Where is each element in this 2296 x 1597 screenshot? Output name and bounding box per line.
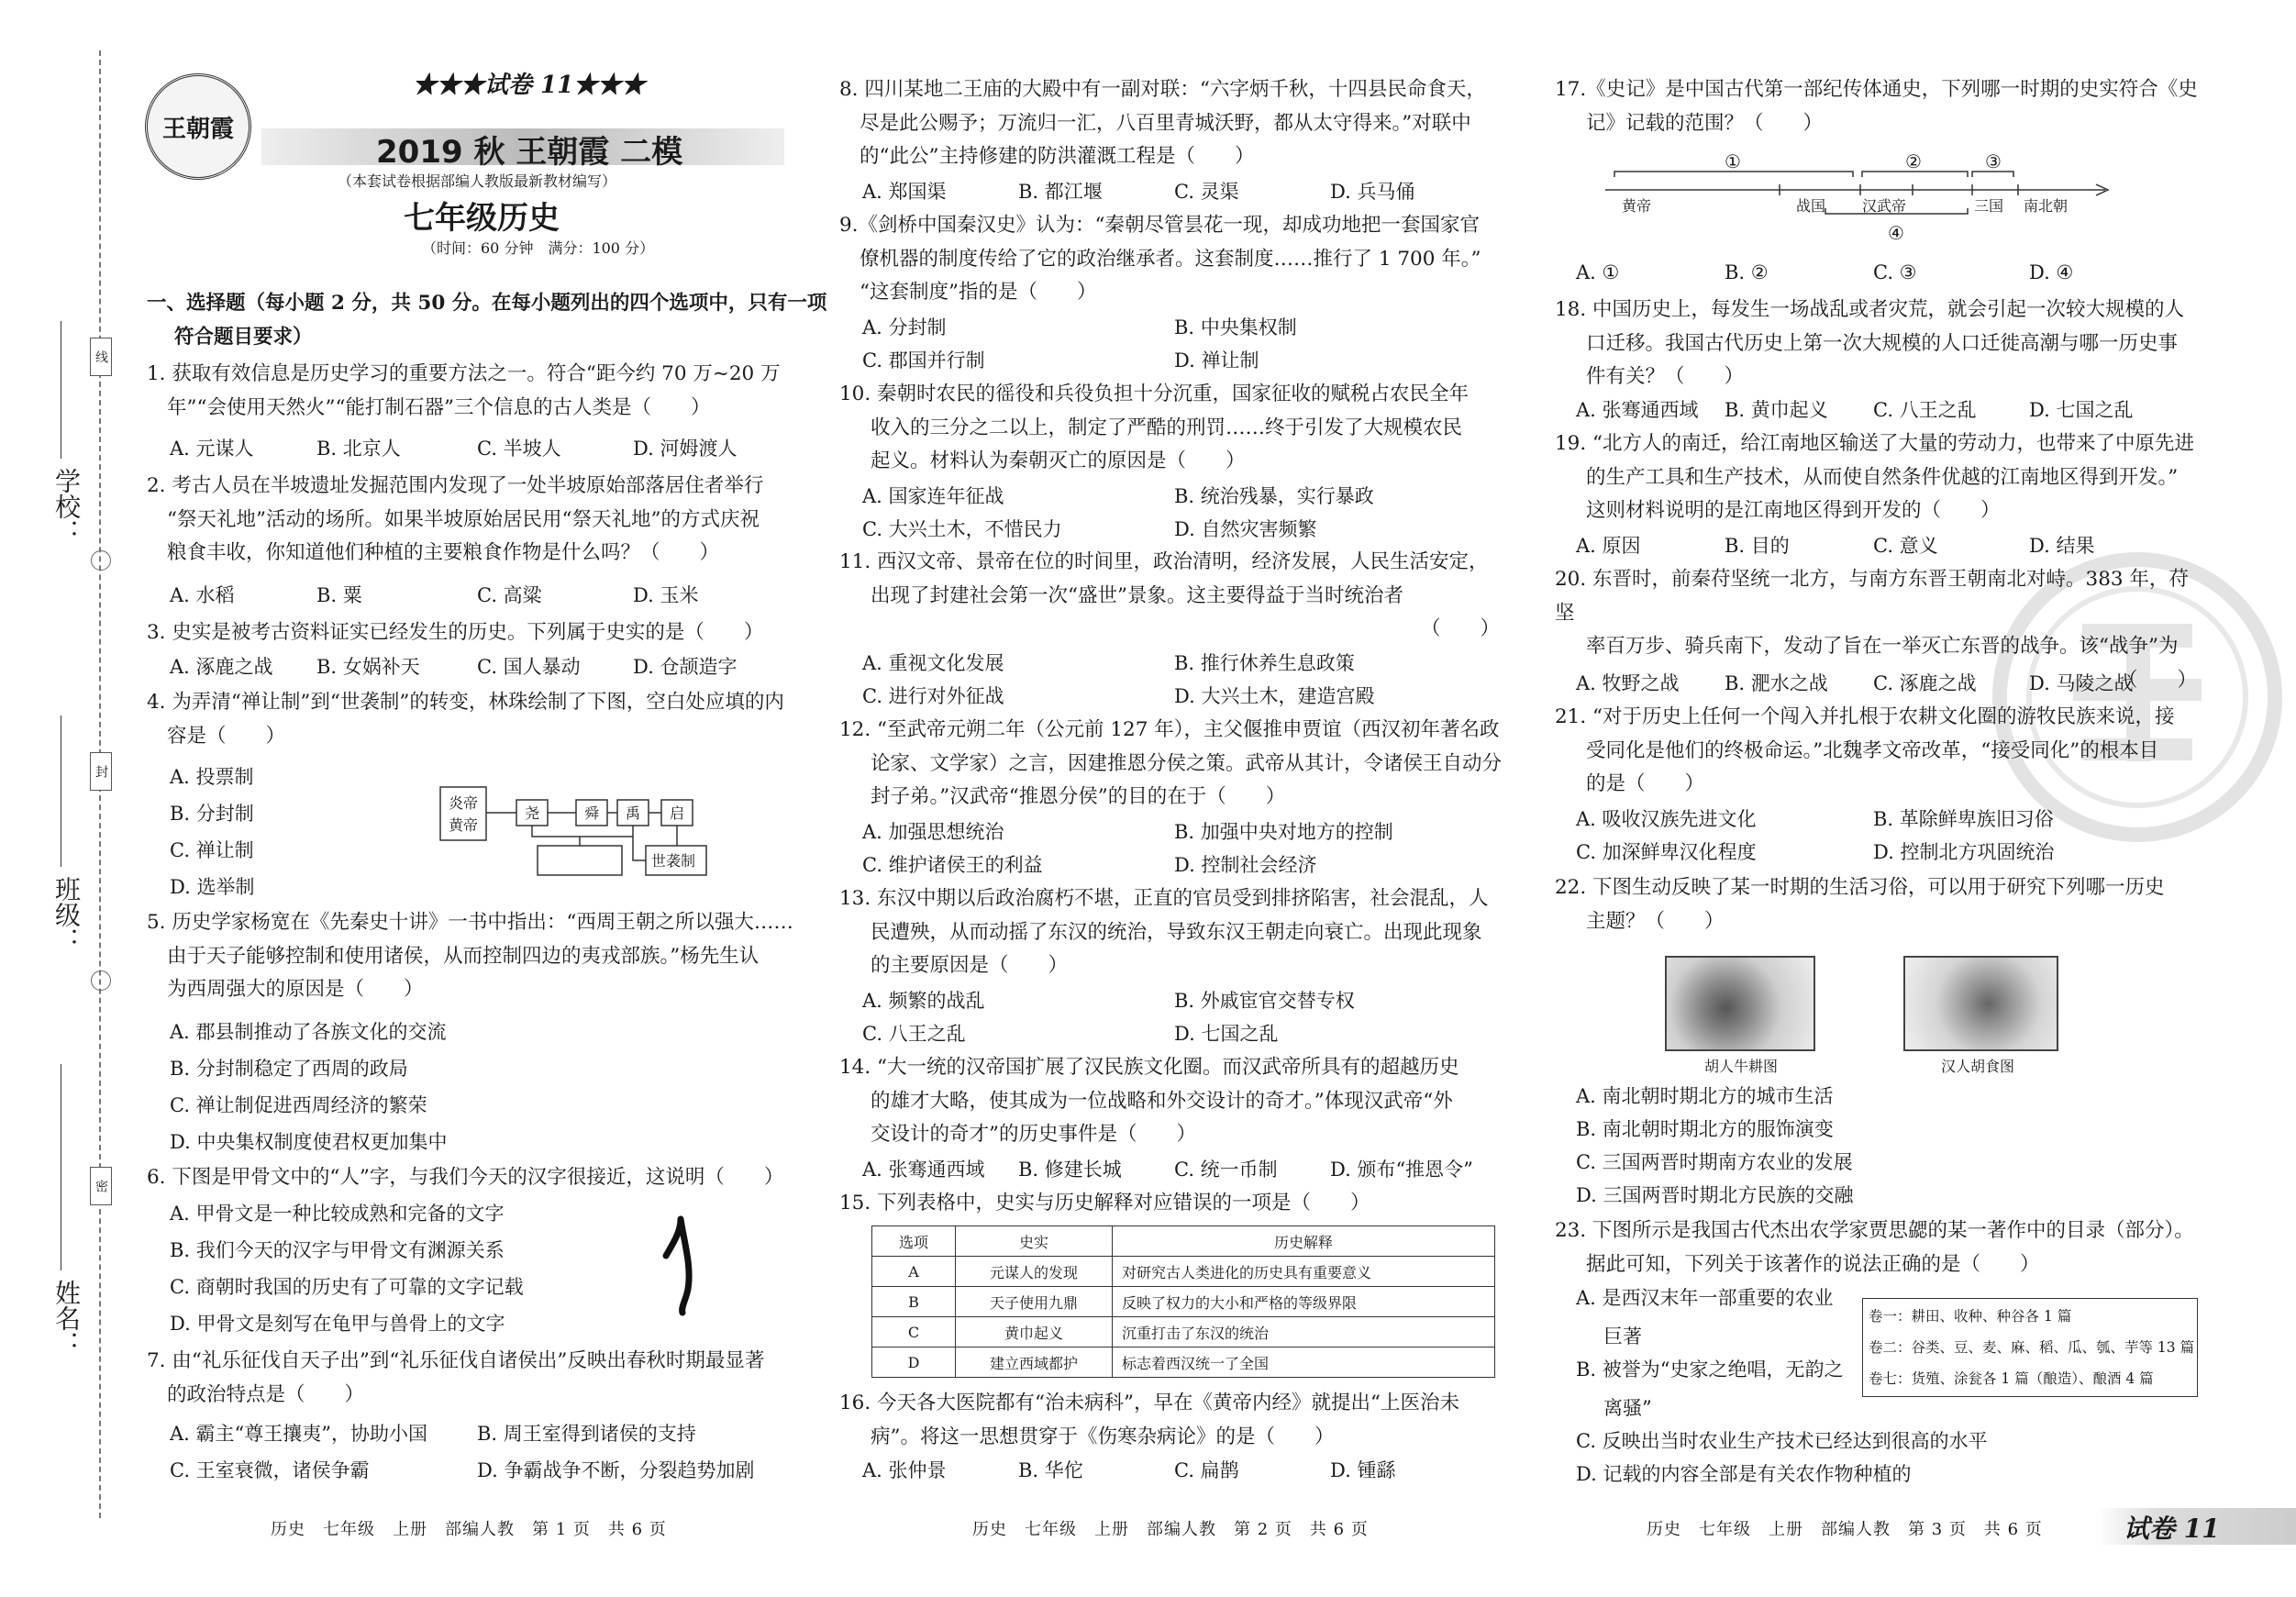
q6-option-d[interactable]: D. 甲骨文是刻写在龟甲与兽骨上的文字 [170, 1313, 505, 1335]
class-label: 班级： [51, 876, 82, 953]
q17-tick-sanguo: 三国 [1974, 197, 2004, 215]
q13-option-d[interactable]: D. 七国之乱 [1174, 1023, 1279, 1045]
caption-ox-plowing: 胡人牛耕图 [1704, 1058, 1779, 1075]
q2-option-c[interactable]: C. 高粱 [477, 584, 542, 606]
q4-blank-box [538, 846, 622, 875]
table-row: C 黄巾起义 沉重打击了东汉的统治 [872, 1317, 1495, 1347]
q2-option-b[interactable]: B. 粟 [316, 584, 362, 606]
logo-text: 王朝霞 [161, 115, 234, 143]
q4-node-yao: 尧 [525, 804, 540, 822]
q6-option-a[interactable]: A. 甲骨文是一种比较成熟和完备的文字 [170, 1203, 505, 1225]
q12-stem: 12. “至武帝元朔二年（公元前 127 年），主父偃推申贾谊（西汉初年著名政 论家、文学家）之言，因建推恩分侯之策。武帝从其计，令诸侯王自动分 封子弟。”汉武帝“推恩分侯”的目的在于（ ） [839, 718, 1503, 808]
q5-option-b[interactable]: B. 分封制稳定了西周的政局 [170, 1058, 408, 1080]
q8-option-c[interactable]: C. 灵渠 [1174, 181, 1239, 203]
q17-tick-nanbeichao: 南北朝 [2024, 197, 2069, 215]
q17-timeline [1596, 142, 2119, 252]
q23-contents-box [1862, 1298, 2198, 1397]
q17-option-b[interactable]: B. ② [1725, 261, 1769, 283]
q5-option-a[interactable]: A. 郡县制推动了各族文化的交流 [170, 1021, 447, 1043]
q4-option-b[interactable]: B. 分封制 [170, 803, 254, 825]
q11-option-d[interactable]: D. 大兴土木，建造宫殿 [1174, 685, 1375, 707]
q18-option-c[interactable]: C. 八王之乱 [1873, 399, 1977, 421]
paper-label: ★★★试卷 11★★★ [413, 72, 646, 99]
binding-tag-feng: 封 [90, 752, 112, 791]
q4-stem: 4. 为弄清“禅让制”到“世袭制”的转变，林珠绘制了下图，空白处应填的内 容是（ ） [147, 691, 784, 748]
q4-node-sxz: 世袭制 [651, 852, 696, 870]
q3-option-a[interactable]: A. 涿鹿之战 [170, 656, 273, 678]
q23-option-b[interactable]: B. 被誉为“史家之绝唱，无韵之 离骚” [1576, 1359, 1844, 1419]
table-row: B 天子使用九鼎 反映了权力的大小和严格的等级界限 [872, 1287, 1495, 1317]
binding-tag-mi: 密 [90, 1167, 112, 1205]
q23-option-d[interactable]: D. 记载的内容全部是有关农作物种植的 [1576, 1463, 1912, 1485]
q23-box-row1: 卷一：耕田、收种、种谷各 1 篇 [1869, 1308, 2072, 1325]
q4-option-a[interactable]: A. 投票制 [170, 766, 254, 788]
q8-stem: 8. 四川某地二王庙的大殿中有一副对联：“六字炳千秋，十四县民命食天， 尽是此公赐予；万流归一汇，八百里青城沃野，都从太守得来。”对联中 的“此公”主持修建的防洪灌溉工程是（ ） [839, 78, 1486, 168]
main-title: 2019 秋 王朝霞 二模 [376, 134, 683, 171]
q7-option-c[interactable]: C. 王室衰微，诸侯争霸 [170, 1459, 370, 1481]
q14-option-a[interactable]: A. 张骞通西域 [862, 1159, 985, 1181]
q14-option-c[interactable]: C. 统一币制 [1174, 1159, 1278, 1181]
q6-option-c[interactable]: C. 商朝时我国的历史有了可靠的文字记载 [170, 1276, 524, 1298]
time-score: （时间：60 分钟 满分：100 分） [422, 239, 655, 257]
q7-option-a[interactable]: A. 霸主“尊王攘夷”，协助小国 [170, 1423, 427, 1445]
school-label: 学校： [51, 468, 82, 545]
q19-option-c[interactable]: C. 意义 [1873, 535, 1938, 557]
table-row: A 元谋人的发现 对研究古人类进化的历史具有重要意义 [872, 1257, 1495, 1287]
q13-option-a[interactable]: A. 频繁的战乱 [862, 990, 985, 1012]
binding-ring-icon [91, 970, 111, 991]
q5-option-d[interactable]: D. 中央集权制度使君权更加集中 [170, 1131, 448, 1153]
header-note: （本套试卷根据部编人教版最新教材编写） [338, 172, 617, 190]
name-label: 姓名： [51, 1280, 82, 1357]
q21-option-b[interactable]: B. 革除鲜卑族旧习俗 [1873, 808, 2054, 830]
q4-node-yu: 禹 [626, 804, 641, 822]
binding-ring-icon [91, 550, 111, 571]
q17-option-d[interactable]: D. ④ [2029, 261, 2074, 283]
q4-node-shun: 舜 [584, 804, 600, 822]
q22-option-b[interactable]: B. 南北朝时期北方的服饰演变 [1576, 1118, 1834, 1140]
q13-stem: 13. 东汉中期以后政治腐朽不堪，正直的官员受到排挤陷害，社会混乱，人 民遭殃，从而动摇了东汉的统治，导致东汉王朝走向衰亡。出现此现象 的主要原因是（ ） [839, 887, 1489, 977]
q7-stem: 7. 由“礼乐征伐自天子出”到“礼乐征伐自诸侯出”反映出春秋时期最显著 的政治特点是（ ） [147, 1349, 765, 1406]
q16-option-d[interactable]: D. 锺繇 [1330, 1459, 1396, 1481]
q11-option-c[interactable]: C. 进行对外征战 [862, 685, 1004, 707]
q19-stem: 19. “北方人的南迁，给江南地区输送了大量的劳动力，也带来了中原先进 的生产工具和生产技术，从而使自然条件优越的江南地区得到开发。” 这则材料说明的是江南地区得到开发的（ ） [1555, 432, 2195, 522]
footer-page-3: 历史 七年级 上册 部编人教 第 3 页 共 6 页 [1647, 1520, 2043, 1539]
q4-option-d[interactable]: D. 选举制 [170, 876, 255, 898]
q1-option-b[interactable]: B. 北京人 [316, 438, 401, 460]
q10-stem: 10. 秦朝时农民的徭役和兵役负担十分沉重，国家征收的赋税占农民全年 收入的三分之二以上，制定了严酷的刑罚……终于引发了大规模农民 起义。材料认为秦朝灭亡的原因是（ ） [839, 383, 1470, 472]
q8-option-a[interactable]: A. 郑国渠 [862, 181, 947, 203]
footer-tag: 试卷 11 [2124, 1514, 2220, 1544]
q4-node-yan: 炎帝 [449, 794, 479, 812]
q10-option-a[interactable]: A. 国家连年征战 [862, 485, 1004, 507]
han-eating-painting [1903, 956, 2058, 1051]
q8-option-b[interactable]: B. 都江堰 [1018, 181, 1103, 203]
q9-stem: 9.《剑桥中国秦汉史》认为：“秦朝尽管昙花一现，却成功地把一套国家官 僚机器的制度传给了它的政治继承者。这套制度……推行了 1 700 年。” “这套制度”指的是（ ） [839, 214, 1481, 304]
q23-option-a[interactable]: A. 是西汉末年一部重要的农业 巨著 [1576, 1287, 1834, 1347]
q21-stem: 21. “对于历史上任何一个闯入并扎根于农耕文化圈的游牧民族来说，接 受同化是他们的终极命运。”北魏孝文帝改革，“接受同化”的根本目 的是（ ） [1555, 705, 2175, 795]
q9-option-d[interactable]: D. 禅让制 [1174, 349, 1259, 372]
q16-option-a[interactable]: A. 张仲景 [862, 1459, 947, 1481]
q10-option-d[interactable]: D. 自然灾害频繁 [1174, 518, 1317, 540]
subject-title: 七年级历史 [404, 200, 560, 237]
q4-node-huang: 黄帝 [449, 816, 479, 834]
q17-label-4: ④ [1888, 222, 1904, 244]
q17-label-3: ③ [1985, 150, 2002, 172]
q14-option-d[interactable]: D. 颁布“推恩令” [1330, 1159, 1473, 1181]
q16-option-c[interactable]: C. 扁鹊 [1174, 1459, 1239, 1481]
q17-stem: 17.《史记》是中国古代第一部纪传体通史，下列哪一时期的史实符合《史 记》记载的范围？（ ） [1555, 78, 2198, 135]
q1-option-c[interactable]: C. 半坡人 [477, 438, 561, 460]
q5-option-c[interactable]: C. 禅让制促进西周经济的繁荣 [170, 1094, 427, 1116]
q21-option-c[interactable]: C. 加深鲜卑汉化程度 [1576, 841, 1757, 863]
q19-option-d[interactable]: D. 结果 [2029, 535, 2095, 557]
q23-box-row2: 卷二：谷类、豆、麦、麻、稻、瓜、瓠、芋等 13 篇 [1869, 1339, 2195, 1356]
binding-tag-xian: 线 [90, 338, 112, 376]
q22-option-d[interactable]: D. 三国两晋时期北方民族的交融 [1576, 1184, 1854, 1206]
q23-option-c[interactable]: C. 反映出当时农业生产技术已经达到很高的水平 [1576, 1430, 1988, 1452]
q2-stem: 2. 考古人员在半坡遗址发掘范围内发现了一处半坡原始部落居住者举行 “祭天礼地”活动的场所。如果半坡原始居民用“祭天礼地”的方式庆祝 粮食丰收，你知道他们种植的主要粮食作物是什么吗？（ ） [147, 474, 764, 564]
q4-diagram [438, 780, 714, 881]
q17-tick-huangdi: 黄帝 [1622, 197, 1652, 215]
q3-option-d[interactable]: D. 仓颉造字 [633, 656, 738, 678]
q4-node-qi: 启 [670, 804, 685, 822]
q21-option-d[interactable]: D. 控制北方巩固统治 [1873, 841, 2055, 863]
section-title-cont: 符合题目要求） [174, 326, 313, 349]
q17-label-2: ② [1905, 150, 1922, 172]
caption-han-eating: 汉人胡食图 [1941, 1058, 2015, 1075]
q19-option-b[interactable]: B. 目的 [1725, 535, 1790, 557]
q20-option-a[interactable]: A. 牧野之战 [1576, 672, 1680, 694]
q10-option-c[interactable]: C. 大兴土木，不惜民力 [862, 518, 1062, 540]
q18-option-b[interactable]: B. 黄巾起义 [1725, 399, 1828, 421]
section-title: 一、选择题（每小题 2 分，共 50 分。在每小题列出的四个选项中，只有一项 [147, 292, 827, 315]
q16-option-b[interactable]: B. 华佗 [1018, 1459, 1083, 1481]
q9-option-b[interactable]: B. 中央集权制 [1174, 316, 1297, 338]
q15-table [871, 1225, 1495, 1378]
q2-option-d[interactable]: D. 玉米 [633, 584, 699, 606]
q17-tick-zhanguo: 战国 [1796, 197, 1826, 215]
q2-option-a[interactable]: A. 水稻 [170, 584, 235, 606]
q11-option-a[interactable]: A. 重视文化发展 [862, 652, 1004, 674]
q22-option-c[interactable]: C. 三国两晋时期南方农业的发展 [1576, 1151, 1853, 1173]
oracle-bone-ren-icon [660, 1215, 706, 1316]
q11-option-b[interactable]: B. 推行休养生息政策 [1174, 652, 1355, 674]
q17-tick-hanwudi: 汉武帝 [1862, 197, 1907, 215]
q14-option-b[interactable]: B. 修建长城 [1018, 1159, 1122, 1181]
q10-option-b[interactable]: B. 统治残暴，实行暴政 [1174, 485, 1374, 507]
q12-option-c[interactable]: C. 维护诸侯王的利益 [862, 854, 1043, 876]
q6-stem: 6. 下图是甲骨文中的“人”字，与我们今天的汉字很接近，这说明（ ） [147, 1166, 784, 1189]
q9-option-a[interactable]: A. 分封制 [862, 316, 947, 338]
header-banner [138, 64, 798, 183]
q17-option-c[interactable]: C. ③ [1873, 261, 1917, 283]
q11-stem: 11. 西汉文帝、景帝在位的时间里，政治清明，经济发展，人民生活安定， 出现了封建社会第一次“盛世”景象。这主要得益于当时统治者 （ ） [839, 550, 1500, 640]
q16-stem: 16. 今天各大医院都有“治未病科”，早在《黄帝内经》就提出“上医治未 病”。将这一思想贯穿于《伤寒杂病论》的是（ ） [839, 1392, 1460, 1448]
q3-option-b[interactable]: B. 女娲补天 [316, 656, 420, 678]
q17-option-a[interactable]: A. ① [1576, 261, 1620, 283]
q22-option-a[interactable]: A. 南北朝时期北方的城市生活 [1576, 1085, 1834, 1107]
q15-table-header-opt: 选项 [872, 1226, 956, 1257]
footer-page-1: 历史 七年级 上册 部编人教 第 1 页 共 6 页 [271, 1520, 667, 1539]
ox-plowing-painting [1665, 956, 1815, 1051]
q9-option-c[interactable]: C. 郡国并行制 [862, 349, 985, 372]
q6-option-b[interactable]: B. 我们今天的汉字与甲骨文有渊源关系 [170, 1239, 505, 1261]
q3-stem: 3. 史实是被考古资料证实已经发生的历史。下列属于史实的是（ ） [147, 621, 764, 644]
q18-option-d[interactable]: D. 七国之乱 [2029, 399, 2134, 421]
q12-option-b[interactable]: B. 加强中央对地方的控制 [1174, 821, 1393, 843]
q18-stem: 18. 中国历史上，每发生一场战乱或者灾荒，就会引起一次较大规模的人 口迁移。我国古代历史上第一次大规模的人口迁徙高潮与哪一历史事 件有关？（ ） [1555, 298, 2185, 388]
q1-stem: 1. 获取有效信息是历史学习的重要方法之一。符合“距今约 70 万~20 万 年”“会使用天然火”“能打制石器”三个信息的古人类是（ ） [147, 362, 781, 419]
q20-option-c[interactable]: C. 涿鹿之战 [1873, 672, 1977, 694]
q20-option-b[interactable]: B. 淝水之战 [1725, 672, 1828, 694]
q15-table-header-fact: 史实 [956, 1226, 1113, 1257]
q13-option-b[interactable]: B. 外戚宦官交替专权 [1174, 990, 1355, 1012]
q7-option-b[interactable]: B. 周王室得到诸侯的支持 [477, 1423, 696, 1445]
q14-stem: 14. “大一统的汉帝国扩展了汉民族文化圈。而汉武帝所具有的超越历史 的雄才大略，使其成为一位战略和外交设计的奇才。”体现汉武帝“外 交设计的奇才”的历史事件是（ ） [839, 1056, 1459, 1146]
q19-option-a[interactable]: A. 原因 [1576, 535, 1641, 557]
logo-emblem [145, 73, 251, 180]
q4-option-c[interactable]: C. 禅让制 [170, 839, 254, 861]
q20-option-d[interactable]: D. 马陵之战 [2029, 672, 2134, 694]
q12-option-d[interactable]: D. 控制社会经济 [1174, 854, 1317, 876]
q1-option-d[interactable]: D. 河姆渡人 [633, 438, 738, 460]
q20-stem: 20. 东晋时，前秦苻坚统一北方，与南方东晋王朝南北对峙。383 年，苻坚 率百万步、骑兵南下，发动了旨在一举灭亡东晋的战争。该“战争”为 （ ） [1555, 568, 2197, 692]
q3-option-c[interactable]: C. 国人暴动 [477, 656, 581, 678]
table-row: D 建立西域都护 标志着西汉统一了全国 [872, 1347, 1495, 1378]
q17-label-1: ① [1725, 150, 1741, 172]
q15-table-header-exp: 历史解释 [1113, 1226, 1495, 1257]
q5-stem: 5. 历史学家杨宽在《先秦史十讲》一书中指出：“西周王朝之所以强大…… 由于天子能够控制和使用诸侯，从而控制四边的夷戎部族。”杨先生认 为西周强大的原因是（ ） [147, 911, 793, 1001]
q12-option-a[interactable]: A. 加强思想统治 [862, 821, 1004, 843]
q23-stem: 23. 下图所示是我国古代杰出农学家贾思勰的某一著作中的目录（部分）。 据此可知，下列关于该著作的说法正确的是（ ） [1555, 1219, 2194, 1276]
q18-option-a[interactable]: A. 张骞通西域 [1576, 399, 1699, 421]
q23-box-row3: 卷七：货殖、涂瓮各 1 篇（酿造）、酿酒 4 篇 [1869, 1370, 2154, 1387]
q8-option-d[interactable]: D. 兵马俑 [1330, 181, 1415, 203]
q13-option-c[interactable]: C. 八王之乱 [862, 1023, 966, 1045]
q21-option-a[interactable]: A. 吸收汉族先进文化 [1576, 808, 1757, 830]
footer-page-2: 历史 七年级 上册 部编人教 第 2 页 共 6 页 [972, 1520, 1369, 1539]
q1-option-a[interactable]: A. 元谋人 [170, 438, 254, 460]
q7-option-d[interactable]: D. 争霸战争不断，分裂趋势加剧 [477, 1459, 755, 1481]
q22-stem: 22. 下图生动反映了某一时期的生活习俗，可以用于研究下列哪一历史 主题？（ ） [1555, 876, 2165, 933]
q15-stem: 15. 下列表格中，史实与历史解释对应错误的一项是（ ） [839, 1192, 1370, 1214]
